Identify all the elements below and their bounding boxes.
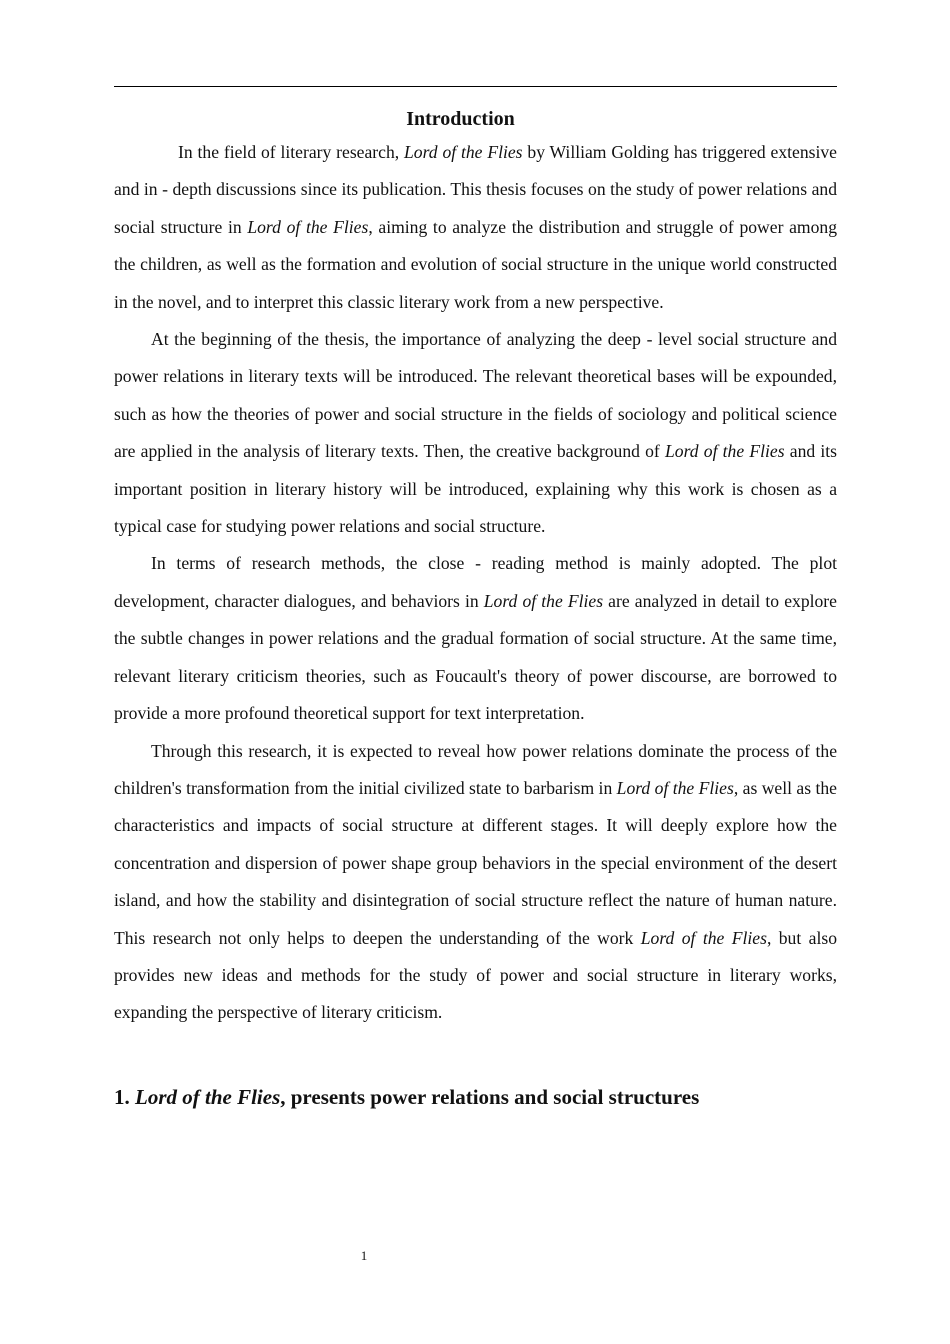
page-number: 1 (360, 1248, 368, 1263)
book-title-italic: Lord of the Flies (616, 777, 734, 798)
body-paragraph-1 (114, 134, 837, 321)
paragraph-text: by William Golding has triggered extensive and in - depth discussions since its publication. This thesis focuses on the study of power relations and social structure in (114, 142, 837, 237)
paragraph-text: and its important position in literary history will be introduced, explaining why this work is chosen as a typical case for studying power relations and social structure. (114, 441, 838, 537)
section-title-rest: , presents power relations and social structures (280, 1084, 700, 1109)
section-number: 1. (114, 1084, 130, 1109)
page-title: Introduction (406, 108, 515, 130)
body-paragraph-3 (114, 545, 837, 732)
paragraph-text: In terms of research methods, the close - reading method is mainly adopted. The plot development, character dialogues, and behaviors in (114, 553, 837, 611)
section-heading (114, 1081, 837, 1113)
paragraph-text: , but also provides new ideas and methods for the study of power and social structure in literary works, expanding the perspective of literary criticism. (114, 927, 837, 1023)
paragraph-text: are analyzed in detail to explore the subtle changes in power relations and the gradual formation of social structure. At the same time, relevant literary criticism theories, such as Foucault's theory of power discourse, are borrowed to provide a more profound theoretical support for text interpretation. (114, 590, 837, 724)
section-title-italic: Lord of the Flies (135, 1084, 281, 1109)
paragraph-text: , aiming to analyze the distribution and struggle of power among the children, as well as the formation and evolution of social structure in the unique world constructed in the novel, and to interpret this classic literary work from a new perspective. (114, 216, 837, 312)
book-title-italic: Lord of the Flies (640, 927, 767, 948)
paragraph-text: , as well as the characteristics and impacts of social structure at different stages. It will deeply explore how the concentration and dispersion of power shape group behaviors in the special environment of the desert island, and how the stability and disintegration of social structure reflect the nature of human nature. This research not only helps to deepen the understanding of the work (114, 777, 837, 948)
body-paragraph-4 (114, 733, 837, 1032)
body-paragraph-2 (114, 321, 837, 545)
paragraph-text: Through this research, it is expected to reveal how power relations dominate the process of the children's transformation from the initial civilized state to barbarism in (114, 740, 837, 798)
page-content (114, 104, 837, 1113)
paragraph-text: At the beginning of the thesis, the importance of analyzing the deep - level social structure and power relations in literary texts will be introduced. The relevant theoretical bases will be expounded, such as how the theories of power and social structure in the fields of sociology and political science are applied in the analysis of literary texts. Then, the creative background of (114, 329, 837, 462)
book-title-italic: Lord of the Flies (665, 441, 785, 462)
book-title-italic: Lord of the Flies (247, 216, 369, 237)
header-rule (114, 86, 837, 87)
book-title-italic: Lord of the Flies (483, 590, 604, 611)
book-title-italic: Lord of the Flies (404, 142, 523, 162)
paragraph-text: In the field of literary research, (178, 142, 405, 162)
